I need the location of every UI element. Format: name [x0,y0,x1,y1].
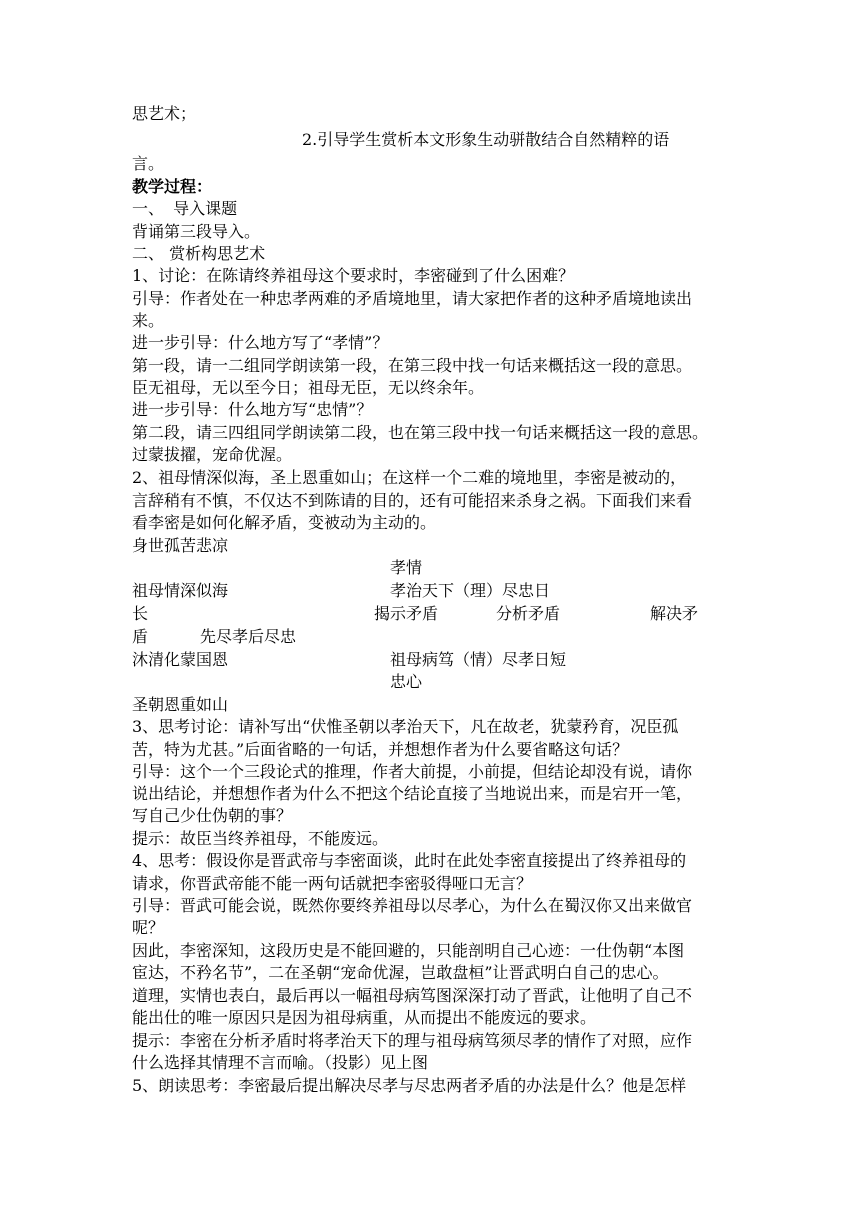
text-line: 引导：作者处在一种忠孝两难的矛盾境地里，请大家把作者的这种矛盾境地读出 [132,289,693,308]
text-line: 2.引导学生赏析本文形象生动骈散结合自然精粹的语 [302,130,670,149]
diagram-label: 沐清化蒙国恩 [132,650,229,669]
text-line: 提示：故臣当终养祖母，不能废远。 [132,829,389,848]
diagram-label: 长 [132,604,149,623]
text-line: 思艺术； [132,104,197,123]
text-line: 引导：晋武可能会说，既然你要终养祖母以尽孝心，为什么在蜀汉你又出来做官 [132,896,693,915]
text-line: 臣无祖母，无以至今日；祖母无臣，无以终余年。 [132,378,485,397]
text-line: 写自己少仕伪朝的事？ [132,806,293,825]
text-line: 来。 [132,311,165,330]
text-line: 背诵第三段导入。 [132,222,261,241]
diagram-label: 孝情 [390,558,423,577]
text-line: 4、思考：假设你是晋武帝与李密面谈，此时在此处李密直接提出了终养祖母的 [132,851,687,870]
text-line: 引导：这个一个三段论式的推理，作者大前提，小前提，但结论却没有说，请你 [132,762,693,781]
text-line: 请求，你晋武帝能不能一两句话就把李密驳得哑口无言？ [132,874,533,893]
text-line: 宦达，不矜名节”，二在圣朝“宠命优渥，岂敢盘桓”让晋武明白自己的忠心。 [132,963,669,982]
text-line: 能出仕的唯一原因只是因为祖母病重，从而提出不能废远的要求。 [132,1008,597,1027]
text-line: 第一段，请一二组同学朗读第一段，在第三段中找一句话来概括这一段的意思。 [132,356,693,375]
diagram-label: 解决矛 [650,604,699,623]
diagram-label: 忠心 [390,672,423,691]
diagram-label: 分析矛盾 [496,604,561,623]
text-line: 呢？ [132,918,165,937]
text-line: 提示：李密在分析矛盾时将孝治天下的理与祖母病笃须尽孝的情作了对照，应作 [132,1031,693,1050]
diagram-label: 圣朝恩重如山 [132,695,229,714]
text-line: 过蒙拔擢，宠命优渥。 [132,445,293,464]
diagram-label: 祖母情深似海 [132,581,229,600]
text-line: 二、 赏析构思艺术 [132,244,266,263]
text-line: 道理，实情也表白，最后再以一幅祖母病笃图深深打动了晋武，让他明了自己不 [132,986,693,1005]
text-line: 3、思考讨论：请补写出“伏惟圣朝以孝治天下，凡在故老，犹蒙矜育，况臣孤 [132,717,679,736]
text-line: 2、祖母情深似海，圣上恩重如山；在这样一个二难的境地里，李密是被动的， [132,468,687,487]
diagram-label: 盾 [132,627,149,646]
text-line: 看李密是如何化解矛盾，变被动为主动的。 [132,513,437,532]
diagram-label: 孝治天下（理）尽忠日 [390,581,551,600]
text-line: 进一步引导：什么地方写“忠情”？ [132,400,373,419]
diagram-label: 祖母病笃（情）尽孝日短 [390,650,567,669]
text-line: 言。 [132,154,165,173]
text-line: 第二段，请三四组同学朗读第二段，也在第三段中找一句话来概括这一段的意思。 [132,423,709,442]
text-line: 因此，李密深知，这段历史是不能回避的，只能剖明自己心迹：一仕伪朝“本图 [132,941,685,960]
text-line: 5、朗读思考：李密最后提出解决尽孝与尽忠两者矛盾的办法是什么？他是怎样 [132,1076,687,1095]
text-line: 说出结论，并想想作者为什么不把这个结论直接了当地说出来，而是宕开一笔， [132,784,693,803]
text-line: 进一步引导：什么地方写了“孝情”？ [132,333,389,352]
text-line: 身世孤苦悲凉 [132,536,229,555]
text-line: 什么选择其情理不言而喻。（投影）见上图 [132,1053,429,1072]
text-line: 一、 导入课题 [132,199,238,218]
text-line: 苦，特为尤甚。”后面省略的一句话，并想想作者为什么要省略这句话？ [132,740,629,759]
section-heading: 教学过程： [132,177,213,196]
diagram-label: 揭示矛盾 [374,604,439,623]
text-line: 1、讨论：在陈请终养祖母这个要求时，李密碰到了什么困难？ [132,266,575,285]
text-line: 言辞稍有不慎，不仅达不到陈请的目的，还有可能招来杀身之祸。下面我们来看 [132,491,693,510]
diagram-label: 先尽孝后尽忠 [200,627,297,646]
